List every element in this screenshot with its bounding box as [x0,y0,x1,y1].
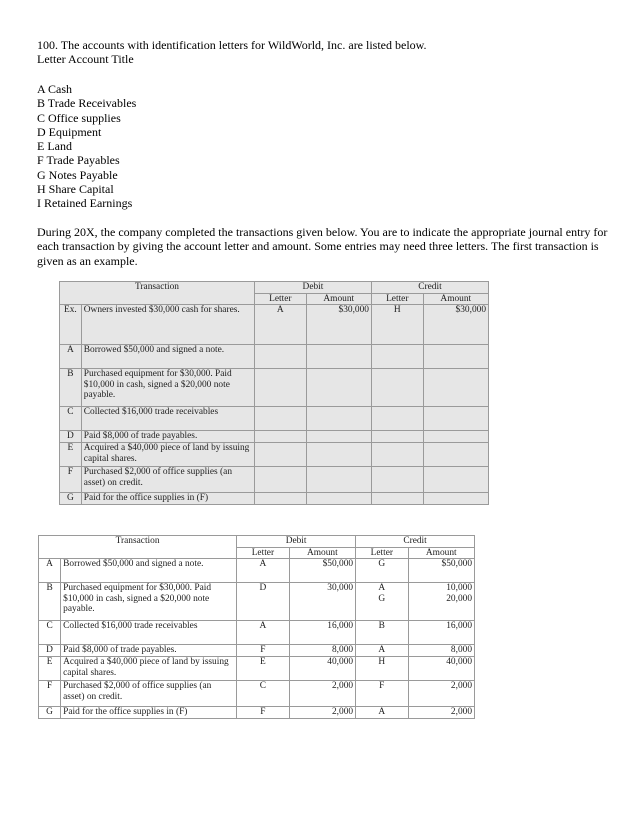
credit-amount: 2,000 [408,681,474,707]
credit-letter-header: Letter [356,547,408,559]
question-intro [37,38,612,67]
row-id: D [39,645,61,657]
row-id: G [39,707,61,719]
debit-letter-cell [254,493,306,505]
debit-letter: F [237,645,289,657]
debit-amount: 16,000 [289,621,355,645]
transaction-header: Transaction [39,536,237,559]
row-description: Paid for the office supplies in (F) [81,493,254,505]
debit-amount-cell [306,345,371,369]
debit-amount-header: Amount [289,547,355,559]
debit-letter-header: Letter [254,293,306,305]
row-description: Paid for the office supplies in (F) [61,707,237,719]
debit-amount: 30,000 [289,583,355,621]
debit-letter: C [237,681,289,707]
credit-letter-cell [371,369,423,407]
credit-amount-cell [423,493,488,505]
credit-amount: 2,000 [408,707,474,719]
credit-amount-cell [423,443,488,467]
debit-header: Debit [237,536,356,548]
debit-amount: 40,000 [289,657,355,681]
table-row [39,559,475,583]
debit-letter-cell [254,345,306,369]
debit-letter: A [237,621,289,645]
table-row [39,681,475,707]
credit-header: Credit [371,282,488,294]
row-description: Acquired a $40,000 piece of land by issuing capital shares. [61,657,237,681]
table-row [60,493,489,505]
debit-amount: $30,000 [306,305,371,345]
credit-header: Credit [356,536,475,548]
debit-amount: 2,000 [289,707,355,719]
row-id: C [60,407,82,431]
debit-amount: 2,000 [289,681,355,707]
row-id: Ex. [60,305,82,345]
table-row [60,407,489,431]
credit-letter: A [378,583,386,594]
table-row [39,657,475,681]
row-description: Acquired a $40,000 piece of land by issuing capital shares. [81,443,254,467]
credit-letter: A [356,707,408,719]
debit-amount-cell [306,467,371,493]
credit-amount-cell [423,369,488,407]
account-item: E Land [37,139,72,154]
credit-amount: 16,000 [408,621,474,645]
credit-letter-cell [371,407,423,431]
row-id: A [60,345,82,369]
column-caption: Letter Account Title [37,52,134,67]
row-description: Collected $16,000 trade receivables [81,407,254,431]
table-row [39,583,475,621]
debit-amount-cell [306,443,371,467]
credit-amount: 20,000 [446,593,472,604]
table-row [60,443,489,467]
debit-letter: F [237,707,289,719]
credit-amounts [408,583,474,621]
row-description: Paid $8,000 of trade payables. [61,645,237,657]
debit-amount-cell [306,369,371,407]
row-description: Purchased $2,000 of office supplies (an asset) on credit. [61,681,237,707]
credit-letter: H [356,657,408,681]
row-id: C [39,621,61,645]
credit-letter: G [378,593,386,604]
account-item: F Trade Payables [37,153,120,168]
debit-amount-cell [306,407,371,431]
credit-letter-header: Letter [371,293,423,305]
table-row [39,621,475,645]
debit-letter: E [237,657,289,681]
row-id: F [39,681,61,707]
account-item: C Office supplies [37,110,121,125]
credit-letter: A [356,645,408,657]
debit-letter: D [237,583,289,621]
credit-amount-cell [423,431,488,443]
row-description: Collected $16,000 trade receivables [61,621,237,645]
credit-amount-cell [423,467,488,493]
row-description: Borrowed $50,000 and signed a note. [61,559,237,583]
credit-letter-cell [371,443,423,467]
debit-letter: A [237,559,289,583]
row-id: D [60,431,82,443]
account-item: G Notes Payable [37,167,118,182]
row-description: Borrowed $50,000 and signed a note. [81,345,254,369]
answer-journal-table [38,535,475,719]
debit-letter-cell [254,369,306,407]
table-row [60,467,489,493]
instructions-paragraph: During 20X, the company completed the transactions given below. You are to indicate the appropriate journal entry for each transaction by giving the account letter and amount. Some entries may need three letters. The first transaction is given as an example. [37,225,608,268]
credit-letter-cell [371,467,423,493]
credit-letter: H [371,305,423,345]
credit-letter-cell [371,431,423,443]
debit-amount: $50,000 [289,559,355,583]
debit-amount-header: Amount [306,293,371,305]
credit-letter-cell [371,345,423,369]
row-id: E [39,657,61,681]
debit-letter-cell [254,431,306,443]
row-description: Owners invested $30,000 cash for shares. [81,305,254,345]
row-id: B [60,369,82,407]
credit-amount: 10,000 [446,583,472,594]
credit-letter: F [356,681,408,707]
row-description: Purchased equipment for $30,000. Paid $10,000 in cash, signed a $20,000 note payable. [61,583,237,621]
credit-amount-header: Amount [423,293,488,305]
debit-letter: A [254,305,306,345]
table-row [39,707,475,719]
debit-amount-cell [306,431,371,443]
row-description: Purchased $2,000 of office supplies (an asset) on credit. [81,467,254,493]
debit-letter-cell [254,467,306,493]
account-item: I Retained Earnings [37,196,133,211]
row-description: Paid $8,000 of trade payables. [81,431,254,443]
credit-amount-cell [423,407,488,431]
account-list [37,82,136,211]
account-item: H Share Capital [37,182,114,197]
table-row [60,345,489,369]
debit-letter-cell [254,407,306,431]
debit-amount-cell [306,493,371,505]
credit-letter-cell [371,493,423,505]
credit-amount: $30,000 [423,305,488,345]
credit-amount: $50,000 [408,559,474,583]
debit-amount: 8,000 [289,645,355,657]
table-row [60,369,489,407]
debit-letter-cell [254,443,306,467]
credit-amount: 40,000 [408,657,474,681]
table-row [39,645,475,657]
row-id: A [39,559,61,583]
account-item: D Equipment [37,124,102,139]
debit-header: Debit [254,282,371,294]
question-title: 100. The accounts with identification letters for WildWorld, Inc. are listed below. [37,38,427,52]
credit-letters [356,583,408,621]
credit-amount: 8,000 [408,645,474,657]
table-row [60,431,489,443]
transaction-header: Transaction [60,282,255,305]
credit-amount-header: Amount [408,547,474,559]
credit-amount-cell [423,345,488,369]
row-id: F [60,467,82,493]
debit-letter-header: Letter [237,547,289,559]
credit-letter: G [356,559,408,583]
account-item: B Trade Receivables [37,96,137,111]
row-id: G [60,493,82,505]
account-item: A Cash [37,82,73,96]
row-description: Purchased equipment for $30,000. Paid $10,000 in cash, signed a $20,000 note payable. [81,369,254,407]
blank-journal-table [59,281,489,505]
row-id: E [60,443,82,467]
credit-letter: B [356,621,408,645]
row-id: B [39,583,61,621]
table-row [60,305,489,345]
